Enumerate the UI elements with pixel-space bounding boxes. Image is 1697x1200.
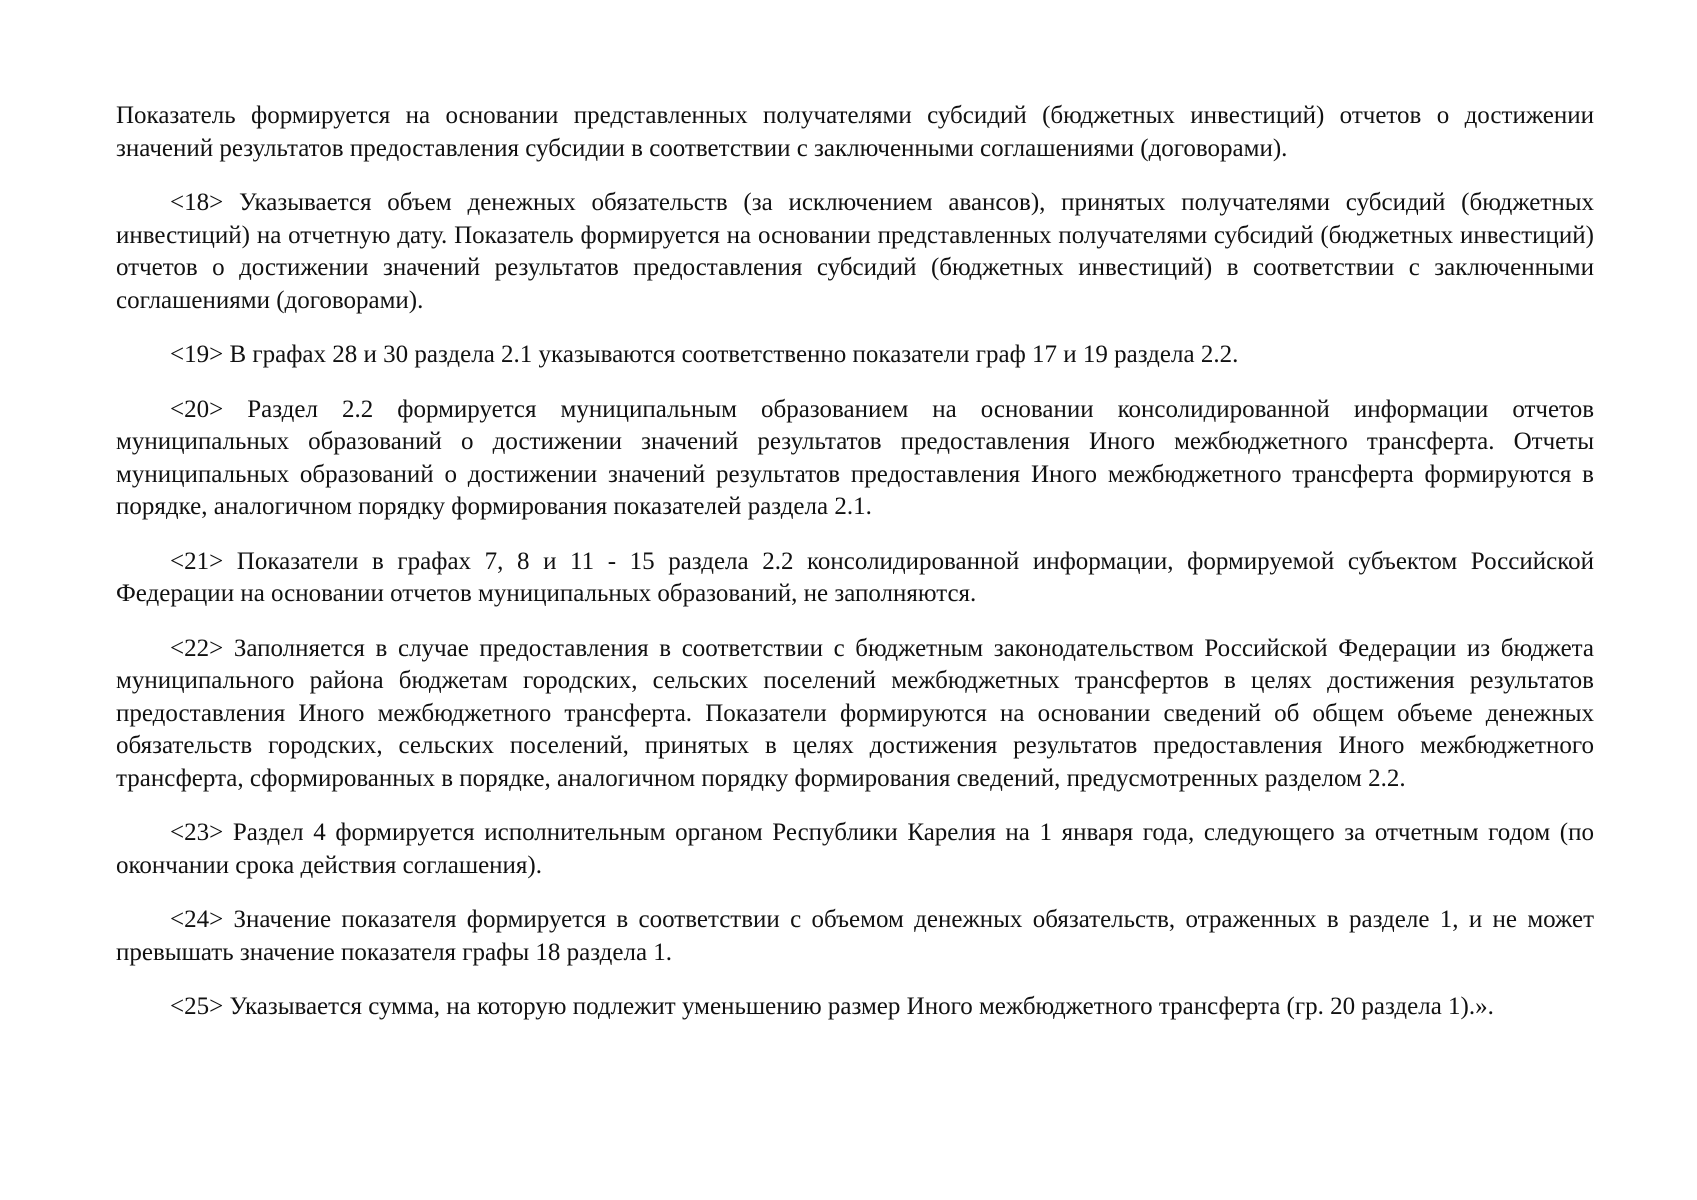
- footnote-18: <18> Указывается объем денежных обязательств (за исключением авансов), принятых получателями субсидий (бюджетных инвестиций) на отчетную дату. Показатель формируется на основании представленных получателями субсидий (бюджетных инвестиций) отчетов о достижении значений результатов предоставления субсидий (бюджетных инвестиций) в соответствии с заключенными соглашениями (договорами).: [116, 189, 1594, 314]
- paragraph-continuation: Показатель формируется на основании представленных получателями субсидий (бюджетных инвестиций) отчетов о достижении значений результатов предоставления субсидии в соответствии с заключенными соглашениями (договорами).: [116, 102, 1594, 162]
- footnote-21: <21> Показатели в графах 7, 8 и 11 - 15 раздела 2.2 консолидированной информации, формируемой субъектом Российской Федерации на основании отчетов муниципальных образований, не заполняются.: [116, 547, 1594, 607]
- footnote-23: <23> Раздел 4 формируется исполнительным органом Республики Карелия на 1 января года, следующего за отчетным годом (по окончании срока действия соглашения).: [116, 819, 1594, 879]
- footnote-25: <25> Указывается сумма, на которую подлежит уменьшению размер Иного межбюджетного трансферта (гр. 20 раздела 1).».: [170, 993, 1494, 1020]
- footnote-24: <24> Значение показателя формируется в соответствии с объемом денежных обязательств, отраженных в разделе 1, и не может превышать значение показателя графы 18 раздела 1.: [116, 906, 1594, 966]
- footnote-20: <20> Раздел 2.2 формируется муниципальным образованием на основании консолидированной информации отчетов муниципальных образований о достижении значений результатов предоставления Иного межбюджетного трансферта. Отчеты муниципальных образований о достижении значений результатов предоставления Иного межбюджетного трансферта формируются в порядке, аналогичном порядку формирования показателей раздела 2.1.: [116, 395, 1594, 520]
- footnote-22: <22> Заполняется в случае предоставления в соответствии с бюджетным законодательством Российской Федерации из бюджета муниципального района бюджетам городских, сельских поселений межбюджетных трансфертов в целях достижения результатов предоставления Иного межбюджетного трансферта. Показатели формируются на основании сведений об общем объеме денежных обязательств городских, сельских поселений, принятых в целях достижения результатов предоставления Иного межбюджетного трансферта, сформированных в порядке, аналогичном порядку формирования сведений, предусмотренных разделом 2.2.: [116, 634, 1594, 792]
- document-page: [116, 100, 1594, 1046]
- footnote-19: <19> В графах 28 и 30 раздела 2.1 указываются соответственно показатели граф 17 и 19 раздела 2.2.: [170, 341, 1239, 368]
